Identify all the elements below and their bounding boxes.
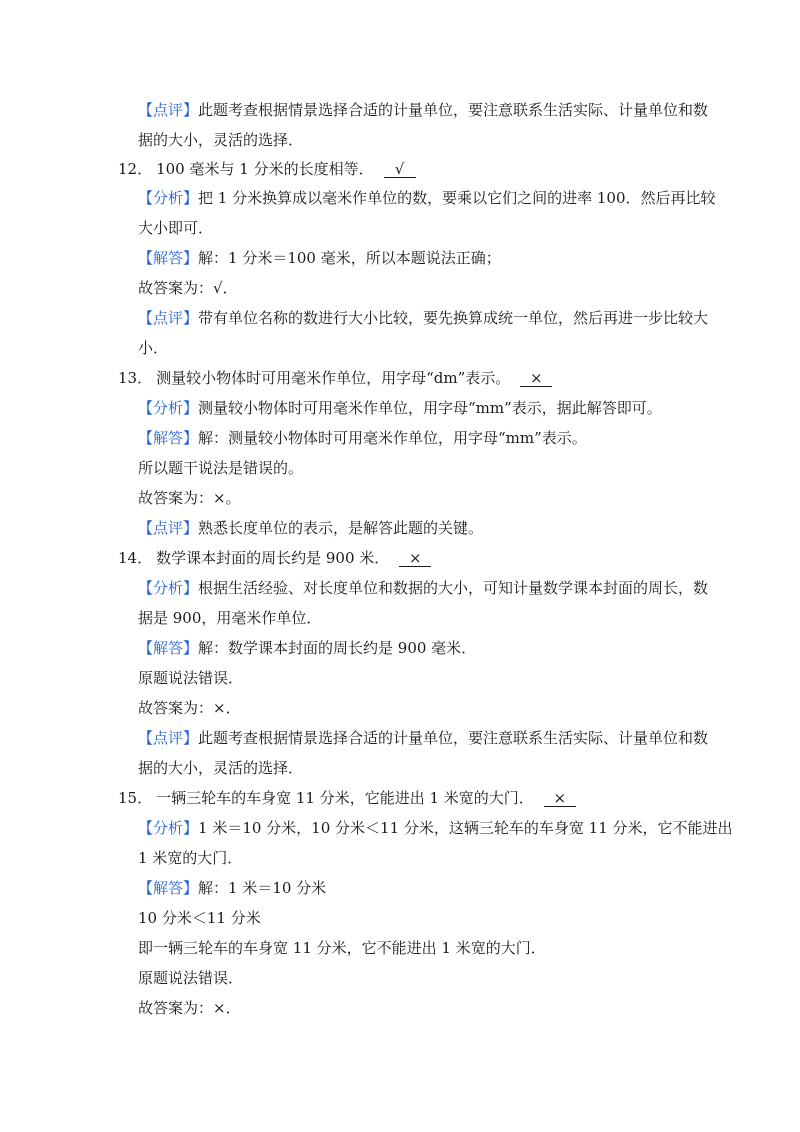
tagged-line: [138, 308, 708, 328]
section-tag: 【点评】: [138, 729, 199, 747]
section-tag: 【点评】: [138, 519, 199, 537]
continuation-line: [138, 968, 243, 988]
tagged-line: [138, 428, 587, 448]
question-number: 14．: [118, 549, 153, 567]
continuation-line: [138, 938, 546, 958]
question-number: 15．: [118, 789, 153, 807]
section-tag: 【分析】: [138, 399, 199, 417]
tagged-line: [138, 100, 708, 120]
question-number: 12．: [118, 160, 153, 178]
tagged-line: [138, 728, 708, 748]
continuation-line: [138, 758, 303, 778]
question-text: 100 毫米与 1 分米的长度相等．: [156, 160, 374, 178]
section-tag: 【解答】: [138, 249, 199, 267]
tagged-line: [138, 638, 476, 658]
section-tag: 【分析】: [138, 189, 199, 207]
line-text: 据的大小，灵活的选择．: [138, 759, 304, 777]
section-tag: 【点评】: [138, 309, 199, 327]
line-text: 此题考查根据情景选择合适的计量单位，要注意联系生活实际、计量单位和数: [198, 101, 709, 119]
line-text: 解：1 分米＝100 毫米，所以本题说法正确；: [198, 249, 501, 267]
line-text: 所以题干说法是错误的。: [138, 459, 304, 477]
answer-mark: ×: [399, 550, 431, 567]
section-tag: 【解答】: [138, 639, 199, 657]
section-tag: 【解答】: [138, 429, 199, 447]
continuation-line: [138, 848, 242, 868]
tagged-line: [138, 248, 501, 268]
answer-mark: ×: [544, 790, 576, 807]
question-text: 数学课本封面的周长约是 900 米．: [156, 549, 390, 567]
line-text: 据的大小，灵活的选择．: [138, 131, 304, 149]
line-text: 1 米＝10 分米，10 分米＜11 分米，这辆三轮车的车身宽 11 分米，它不能进出: [198, 819, 733, 837]
line-text: 带有单位名称的数进行大小比较，要先换算成统一单位，然后再进一步比较大: [198, 309, 709, 327]
line-text: 根据生活经验、对长度单位和数据的大小，可知计量数学课本封面的周长，数: [198, 579, 709, 597]
question-text: 一辆三轮车的车身宽 11 分米，它能进出 1 米宽的大门．: [156, 789, 534, 807]
line-text: 大小即可．: [138, 219, 214, 237]
continuation-line: [138, 488, 241, 508]
tagged-line: [138, 398, 662, 418]
line-text: 即一辆三轮车的车身宽 11 分米，它不能进出 1 米宽的大门．: [138, 939, 546, 957]
tagged-line: [138, 818, 733, 838]
continuation-line: [138, 458, 303, 478]
line-text: 1 米宽的大门．: [138, 849, 243, 867]
continuation-line: [138, 278, 238, 298]
section-tag: 【点评】: [138, 101, 199, 119]
line-text: 故答案为：×。: [138, 489, 241, 507]
tagged-line: [138, 578, 708, 598]
line-text: 据是 900，用毫米作单位．: [138, 609, 322, 627]
line-text: 小．: [138, 339, 169, 357]
continuation-line: [138, 668, 243, 688]
line-text: 故答案为：√．: [138, 279, 238, 297]
line-text: 把 1 分米换算成以毫米作单位的数，要乘以它们之间的进率 100．然后再比较: [198, 189, 716, 207]
question-line: [118, 159, 416, 179]
answer-mark: ×: [520, 370, 552, 387]
line-text: 此题考查根据情景选择合适的计量单位，要注意联系生活实际、计量单位和数: [198, 729, 709, 747]
question-number: 13．: [118, 369, 153, 387]
continuation-line: [138, 908, 261, 928]
continuation-line: [138, 338, 168, 358]
line-text: 解：测量较小物体时可用毫米作单位，用字母“mm”表示。: [198, 429, 587, 447]
line-text: 解：数学课本封面的周长约是 900 毫米．: [198, 639, 477, 657]
line-text: 熟悉长度单位的表示，是解答此题的关键。: [198, 519, 484, 537]
continuation-line: [138, 698, 241, 718]
question-line: [118, 788, 576, 808]
section-tag: 【解答】: [138, 879, 199, 897]
tagged-line: [138, 188, 716, 208]
continuation-line: [138, 130, 303, 150]
line-text: 故答案为：×．: [138, 699, 241, 717]
line-text: 测量较小物体时可用毫米作单位，用字母“mm”表示，据此解答即可。: [198, 399, 662, 417]
section-tag: 【分析】: [138, 579, 199, 597]
section-tag: 【分析】: [138, 819, 199, 837]
line-text: 故答案为：×．: [138, 999, 241, 1017]
line-text: 解：1 米＝10 分米: [198, 879, 327, 897]
answer-mark: √: [384, 161, 416, 178]
question-line: [118, 368, 552, 388]
tagged-line: [138, 878, 326, 898]
continuation-line: [138, 218, 213, 238]
tagged-line: [138, 518, 483, 538]
line-text: 原题说法错误．: [138, 669, 244, 687]
continuation-line: [138, 998, 241, 1018]
line-text: 原题说法错误．: [138, 969, 244, 987]
question-text: 测量较小物体时可用毫米作单位，用字母“dm”表示。: [156, 369, 511, 387]
question-line: [118, 548, 431, 568]
continuation-line: [138, 608, 321, 628]
line-text: 10 分米＜11 分米: [138, 909, 261, 927]
